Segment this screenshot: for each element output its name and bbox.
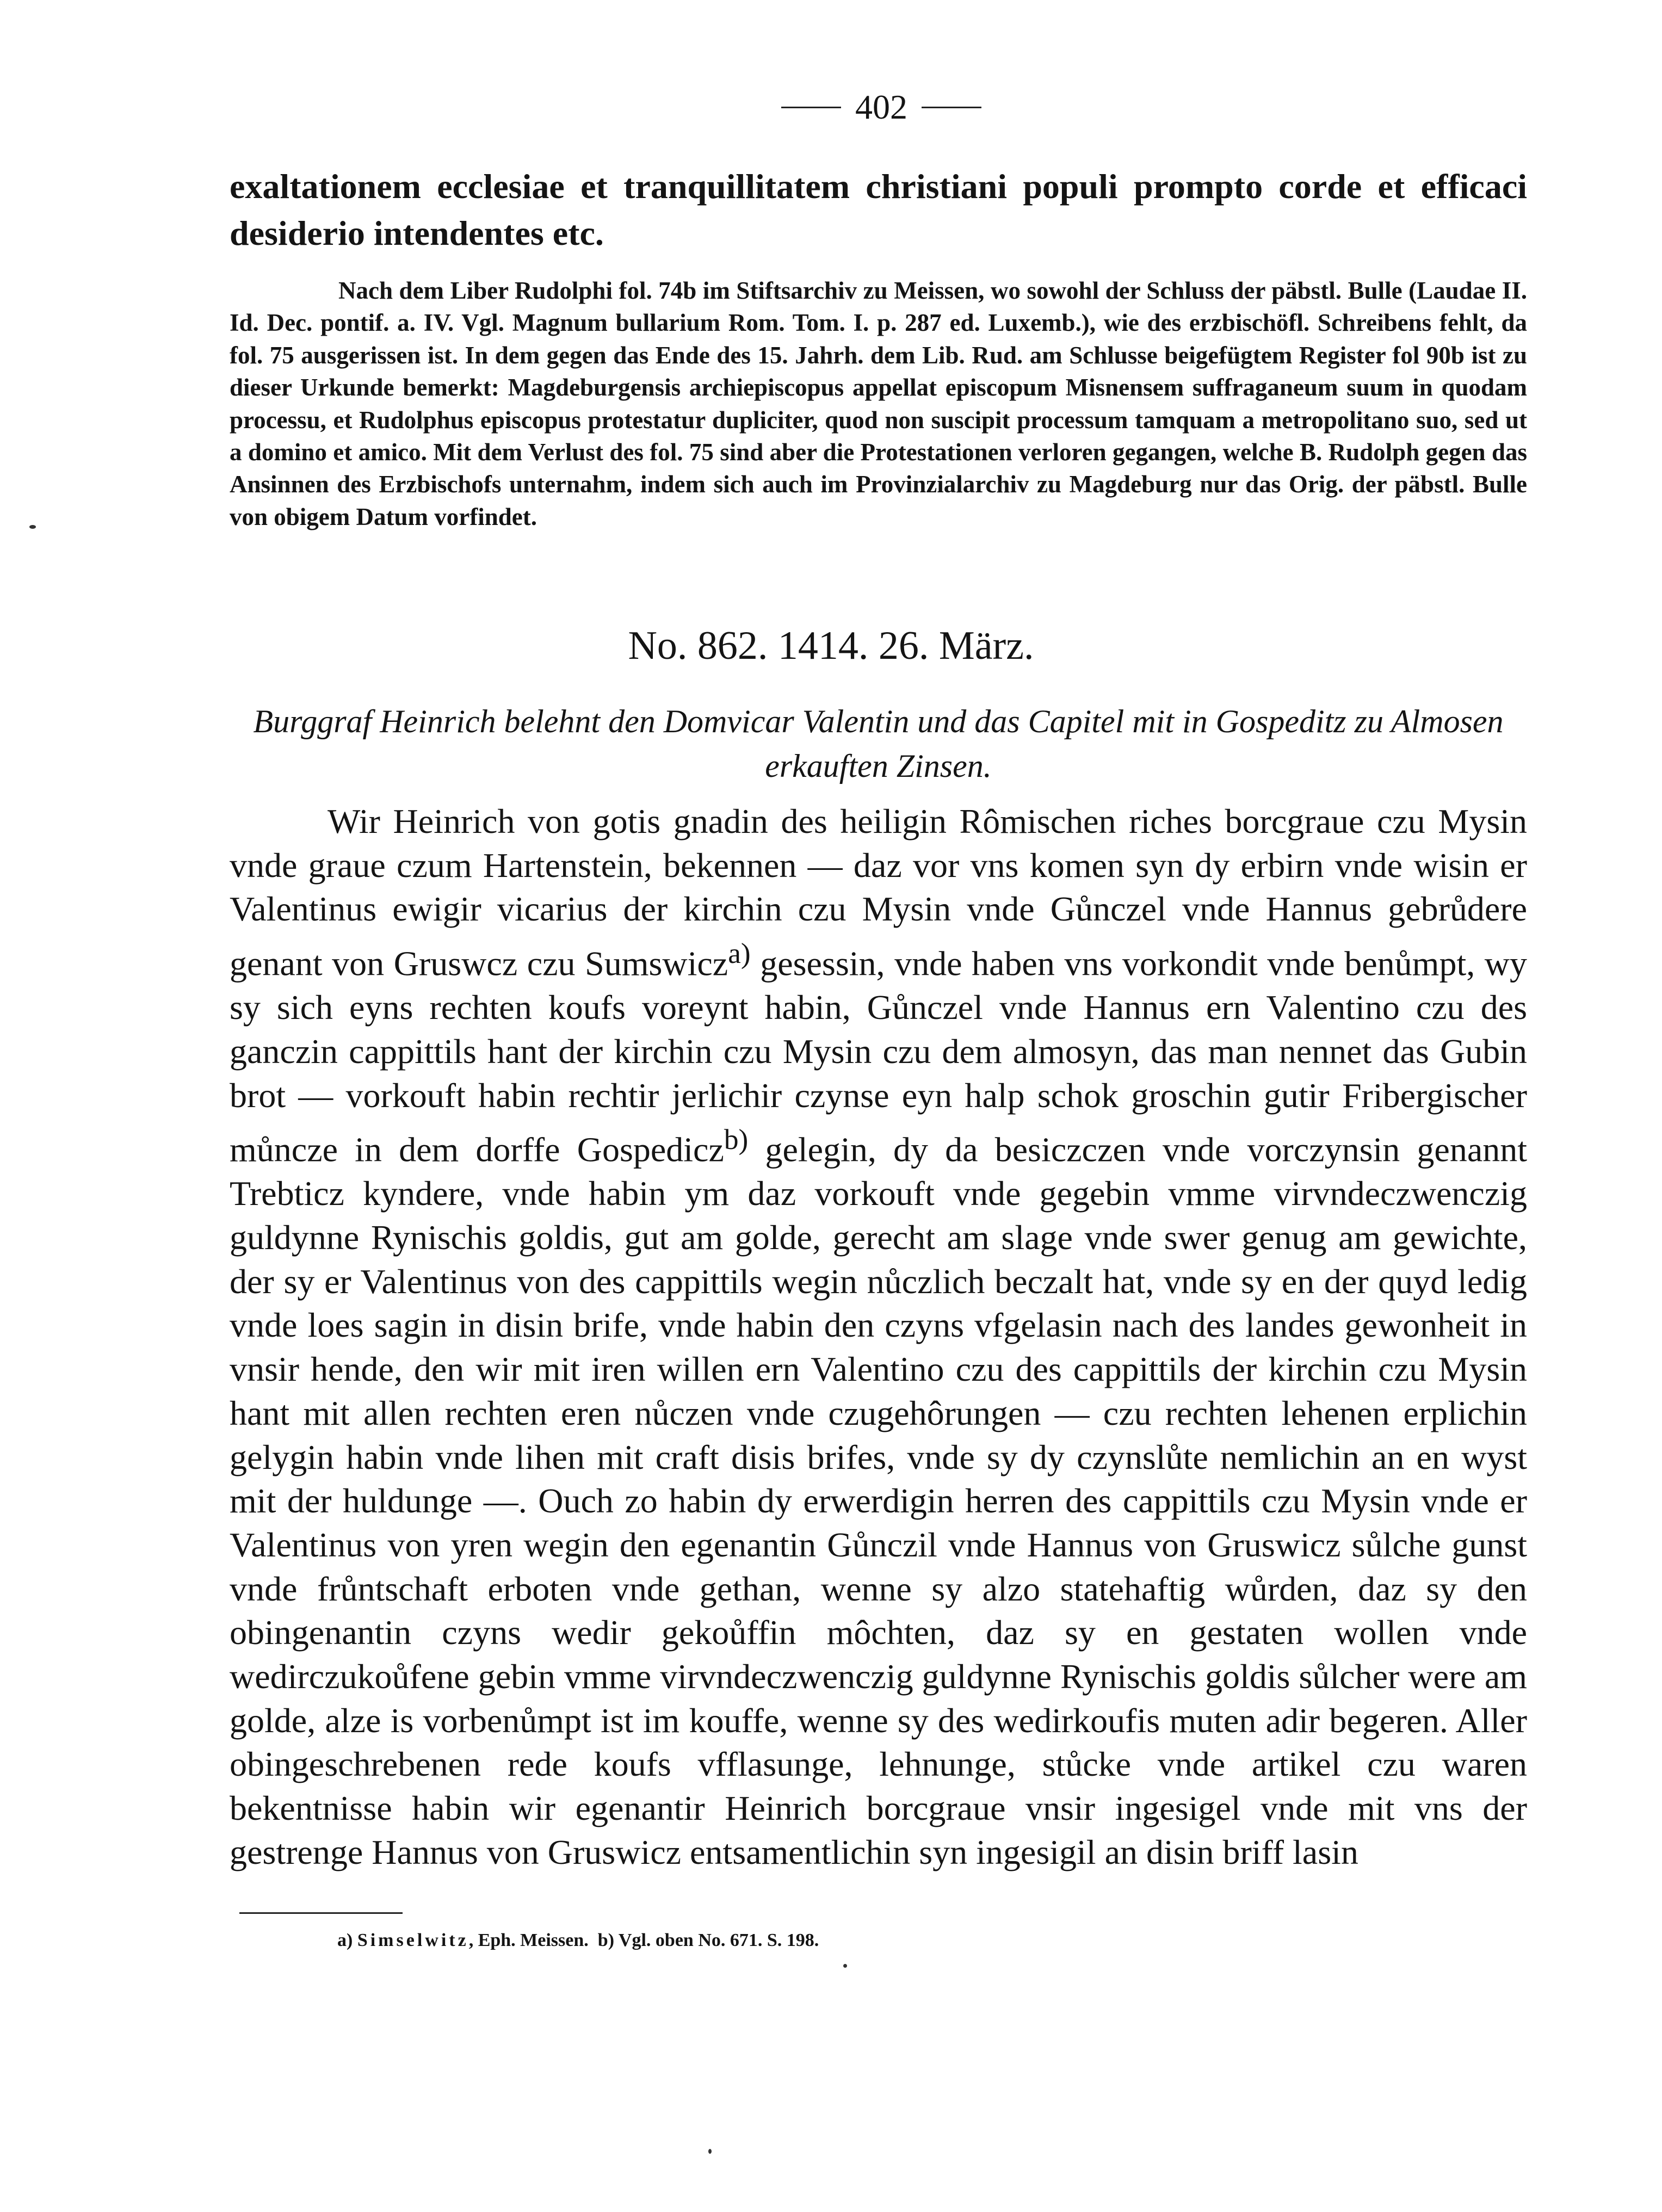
footnotes xyxy=(337,1930,1262,1951)
opening-text: exaltationem ecclesiae et tranquillitatem christiani populi prompto corde et efficaci desiderio intendentes etc. xyxy=(230,167,1527,252)
footnote-a-name: Simselwitz xyxy=(357,1930,469,1950)
header-dash-left xyxy=(781,107,841,108)
document-heading: No. 862. 1414. 26. März. xyxy=(628,623,1034,668)
footnote-b-text: Vgl. oben No. 671. S. 198. xyxy=(618,1930,819,1950)
page-header xyxy=(740,87,1023,127)
footnote-ref-a: a) xyxy=(728,937,751,970)
scan-speck xyxy=(708,2149,712,2154)
body-part-2: gesessin, vnde haben vns vorkondit vnde benůmpt, wy sy sich eyns rechten koufs voreynt habin, Gůnczel vnde Hannus ern Valentino czu des ganczin cappittils hant der kirchin czu Mysin czu dem almosyn, das man nennet das Gubin brot — vorkouft habin rechtir jerlichir czynse eyn halp schok groschin gutir Fribergischer můncze in dem dorffe Gospedicz xyxy=(230,944,1528,1169)
document-summary: Burggraf Heinrich belehnt den Domvicar Valentin und das Capitel mit in Gospeditz zu Almosen erkauften Zinsen. xyxy=(253,703,1504,784)
body-part-3: gelegin, dy da besiczczen vnde vorczynsin genannt Trebticz kyndere, vnde habin ym daz vorkouft vnde gegebin vmme virvndeczwenczig guldynne Rynischis goldis, gut am golde, gerecht am slage vnde swer genug am gewichte, der sy er Valentinus von des cappittils wegin nůczlich beczalt hat, vnde sy en der quyd ledig vnde loes sagin in disin brife, vnde habin den czyns vfgelasin nach des landes gewonheit in vnsir hende, den wir mit iren willen ern Valentino czu des cappittils der kirchin czu Mysin hant mit allen rechten eren nůczen vnde czugehôrungen — czu rechten lehenen erplichin gelygin habin vnde lihen mit craft disis brifes, vnde sy dy czynslůte nemlichin an en wyst mit der huldunge —. Ouch zo habin dy erwerdigin herren des cappittils czu Mysin vnde er Valentinus von yren wegin den egenantin Gůnczil vnde Hannus von Gruswicz sůlche gunst vnde frůntschaft erboten vnde gethan, wenne sy alzo statehaftig wůrden, daz sy den obingenantin czyns wedir gekoůffin môchten, daz sy en gestaten wollen vnde wedirczukoůfene gebin vmme virvndeczwenczig guldynne Rynischis goldis sůlcher were am golde, alze is vorbenůmpt ist im kouffe, wenne sy des wedirkoufis muten adir begeren. Aller obingeschrebenen rede koufs vfflasunge, lehnunge, stůcke vnde artikel czu waren bekentnisse habin wir egenantir Heinrich borcgraue vnsir ingesigel vnde mit vns der gestrenge Hannus von Gruswicz entsamentlichin syn ingesigil an disin briff lasin xyxy=(230,1130,1528,1871)
footnote-a-label: a) xyxy=(337,1930,353,1950)
scan-speck xyxy=(29,525,36,529)
document-body xyxy=(230,800,1527,1875)
footnote-rule xyxy=(239,1912,403,1914)
footnote-b-label: b) xyxy=(597,1930,615,1950)
page-number: 402 xyxy=(855,88,907,126)
scan-speck xyxy=(843,1964,847,1968)
footnote-ref-b: b) xyxy=(724,1123,749,1156)
editorial-note: Nach dem Liber Rudolphi fol. 74b im Stiftsarchiv zu Meissen, wo sowohl der Schluss der päbstl. Bulle (Laudae II. Id. Dec. pontif. a. IV. Vgl. Magnum bullarium Rom. Tom. I. p. 287 ed. Luxemb.), wie des erzbischöfl. Schreibens fehlt, da fol. 75 ausgerissen ist. In dem gegen das Ende des 15. Jahrh. dem Lib. Rud. am Schlusse beigefügtem Register fol 90b ist zu dieser Urkunde bemerkt: Magdeburgensis archiepiscopus appellat episcopum Misnensem suffraganeum suum in quodam processu, et Rudolphus episcopus protestatur dupliciter, quod non suscipit processum tamquam a metropolitano suo, sed ut a domino et amico. Mit dem Verlust des fol. 75 sind aber die Protestationen verloren gegangen, welche B. Rudolph gegen das Ansinnen des Erzbischofs unternahm, indem sich auch im Provinzialarchiv zu Magdeburg nur das Orig. der päbstl. Bulle von obigem Datum vorfindet. xyxy=(230,277,1527,530)
body-part-1: Wir Heinrich von gotis gnadin des heiligin Rômischen riches borcgraue czu Mysin vnde graue czum Hartenstein, bekennen — daz vor vns komen syn dy erbirn vnde wisin er Valentinus ewigir vicarius der kirchin czu Mysin vnde Gůnczel vnde Hannus gebrůdere genant von Gruswcz czu Sumswicz xyxy=(230,802,1527,983)
header-dash-right xyxy=(922,107,981,108)
footnote-a-text: , Eph. Meissen. xyxy=(468,1930,589,1950)
